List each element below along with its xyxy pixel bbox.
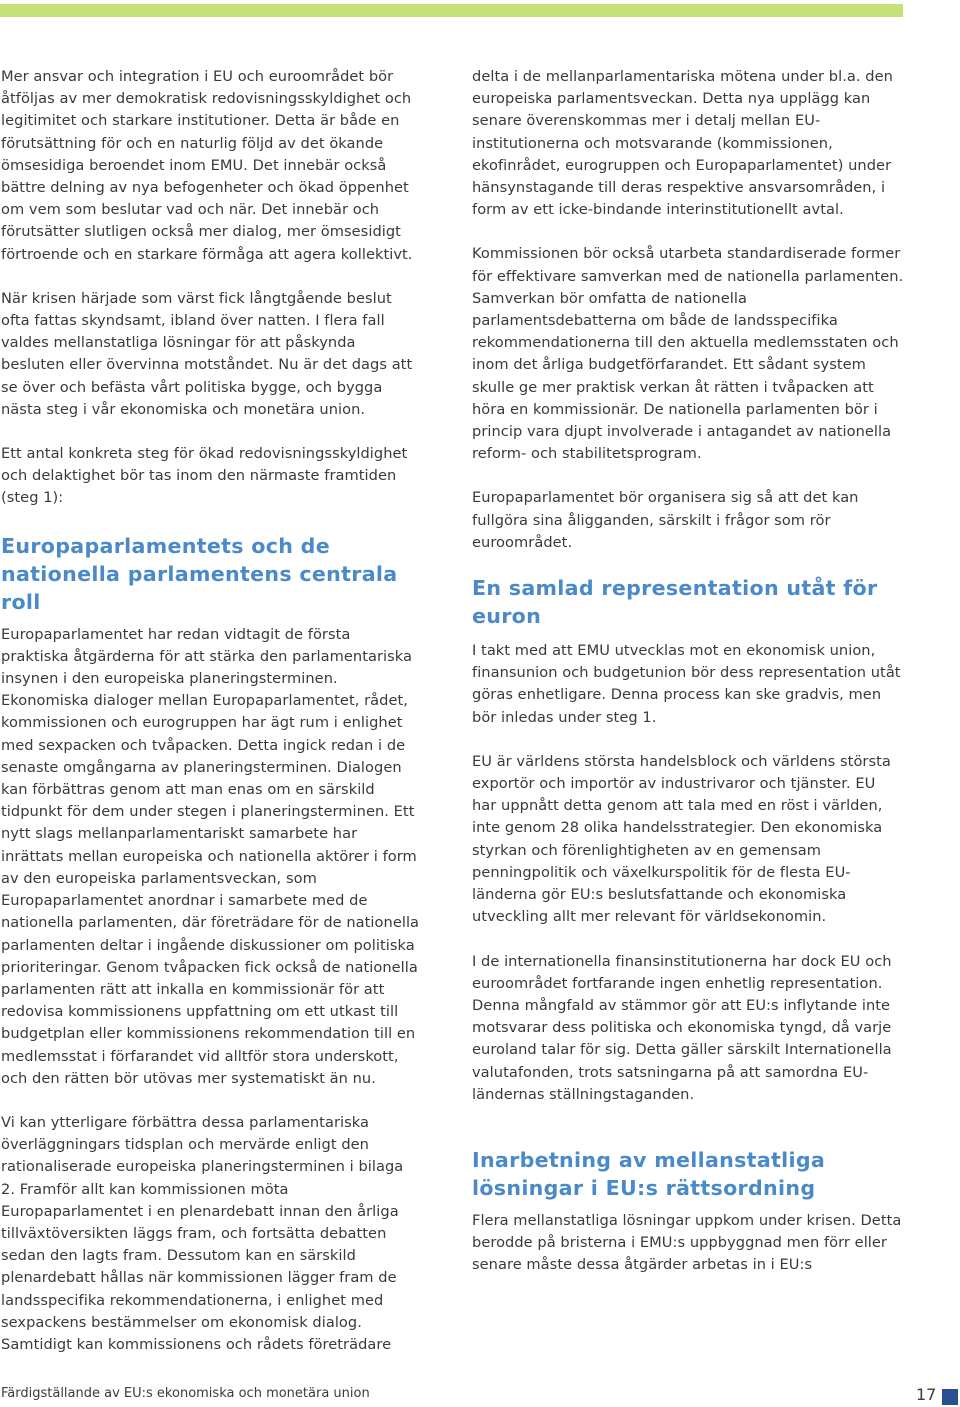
paragraph: Flera mellanstatliga lösningar uppkom under krisen. Detta berodde på bristerna i EMU:s uppbyggnad men förr eller senare måste dessa åtgärder arbetas in i EU:s (472, 1211, 902, 1274)
paragraph: Europaparlamentet har redan vidtagit de första praktiska åtgärderna för att stärka den parlamentariska insynen i den europeiska planeringsterminen. Ekonomiska dialoger mellan Europaparlamentet, rådet, kommissionen och eurogruppen har ägt rum i enlighet med sexpacken och tvåpacken. Detta ingick redan i de senaste omgångarna av planeringsterminen. Dialogen kan förbättras genom att man enas om en särskild tidpunkt för dem under stegen i planeringsterminen. Ett nytt slags mellanparlamentariskt samarbete har inrättats mellan europeiska och nationella aktörer i form av den europeiska parlamentsveckan, som Europaparlamentet anordnar i samarbete med de nationella parlamenten, där företrädare för de nationella parlamenten deltar i ingående diskussioner om politiska prioriteringar. Genom tvåpacken fick också de nationella parlamenten rätt att inkalla en kommissionär för att redovisa kommissionens uppfattning om ett utkast till budgetplan eller kommissionens rekommendation till en medlemsstat i förfarandet vid alltför stora underskott, och den rätten bör utövas mer systematiskt än nu. (1, 625, 420, 1087)
paragraph: Vi kan ytterligare förbättra dessa parlamentariska överläggningars tidsplan och mervärde enligt den rationaliserade europeiska planeringsterminen i bilaga 2. Framför allt kan kommissionen möta Europaparlamentet i en plenardebatt innan den årliga tillväxtöversikten läggs fram, och fortsätta debatten sedan den lagts fram. Dessutom kan en särskild plenardebatt hållas när kommissionen lägger fram de landsspecifika rekommendationerna, i enlighet med sexpackens bestämmelser om ekonomisk dialog. Samtidigt kan kommissionens och rådets företrädare (1, 1113, 404, 1353)
footer-title: Färdigställande av EU:s ekonomiska och monetära union (1, 1386, 370, 1401)
paragraph: Europaparlamentet bör organisera sig så att det kan fullgöra sina åligganden, särskilt i frågor som rör euroområdet. (472, 489, 859, 551)
left-column (1, 66, 421, 1356)
paragraph: Ett antal konkreta steg för ökad redovisningsskyldighet och delaktighet bör tas inom den närmaste framtiden (steg 1): (1, 445, 408, 507)
paragraph: Mer ansvar och integration i EU och euroområdet bör åtföljas av mer demokratisk redovisningsskyldighet och legitimitet och starkare institutioner. Detta är både en förutsättning för och en naturlig följd av det ökande ömsesidiga beroendet inom EMU. Det innebär också bättre delning av nya befogenheter och ökad öppenhet om vem som beslutar vad och när. Det innebär och förutsätter slutligen också mer dialog, mer ömsesidigt förtroende och en starkare förmåga att agera kollektivt. (1, 68, 413, 263)
top-accent-bar (0, 4, 903, 17)
paragraph: Kommissionen bör också utarbeta standardiserade former för effektivare samverkan med de nationella parlamenten. Samverkan bör omfatta de nationella parlamentsdebatterna om både de landsspecifika rekommendationerna till den aktuella medlemsstaten och inom det årliga budgetförfarandet. Ett sådant system skulle ge mer praktisk verkan åt rätten i tvåpacken att höra en kommissionär. De nationella parlamenten bör i princip vara djupt involverade i antagandet av nationella reform- och stabilitetsprogram. (472, 245, 904, 463)
section-heading: Inarbetning av mellanstatliga lösningar i EU:s rättsordning (472, 1147, 826, 1200)
right-column (472, 66, 904, 1277)
page-number: 17 (916, 1385, 937, 1404)
page-marker-square-icon (942, 1389, 958, 1405)
paragraph: I de internationella finansinstitutionerna har dock EU och euroområdet fortfarande ingen enhetlig representation. Denna mångfald av stämmor gör att EU:s inflytande inte motsvarar dess politiska och ekonomiska tyngd, då varje euroland talar för sig. Detta gäller särskilt Internationella valutafonden, trots satsningarna på att samordna EU-ländernas ställningstaganden. (472, 952, 892, 1103)
paragraph: I takt med att EMU utvecklas mot en ekonomisk union, finansunion och budgetunion bör dess representation utåt göras enhetligare. Denna process kan ske gradvis, men bör inledas under steg 1. (472, 642, 901, 726)
paragraph: När krisen härjade som värst fick långtgående beslut ofta fattas skyndsamt, ibland över natten. I flera fall valdes mellanstatliga lösningar för att påskynda besluten eller övervinna motståndet. Nu är det dags att se över och befästa vårt politiska bygge, och bygga nästa steg i vår ekonomiska och monetära union. (1, 289, 413, 418)
paragraph: delta i de mellanparlamentariska mötena under bl.a. den europeiska parlamentsveckan. Detta nya upplägg kan senare överenskommas mer i detalj mellan EU-institutionerna och motsvarande (kommissionen, ekofinrådet, eurogruppen och Europaparlamentet) under hänsynstagande till deras respektive ansvarsområden, i form av ett icke-bindande interinstitutionellt avtal. (472, 68, 893, 219)
section-heading: Europaparlamentets och de nationella parlamentens centrala roll (1, 533, 398, 614)
paragraph: EU är världens största handelsblock och världens största exportör och importör av industrivaror och tjänster. EU har uppnått detta genom att tala med en röst i världen, inte genom 28 olika handelsstrategier. Den ekonomiska styrkan och förenlightigheten av en gemensam penningpolitik och växelkurspolitik för de flesta EU-länderna gör EU:s beslutsfattande och ekonomiska utveckling allt mer relevant för världsekonomin. (472, 752, 891, 926)
section-heading: En samlad representation utåt för euron (472, 576, 878, 629)
